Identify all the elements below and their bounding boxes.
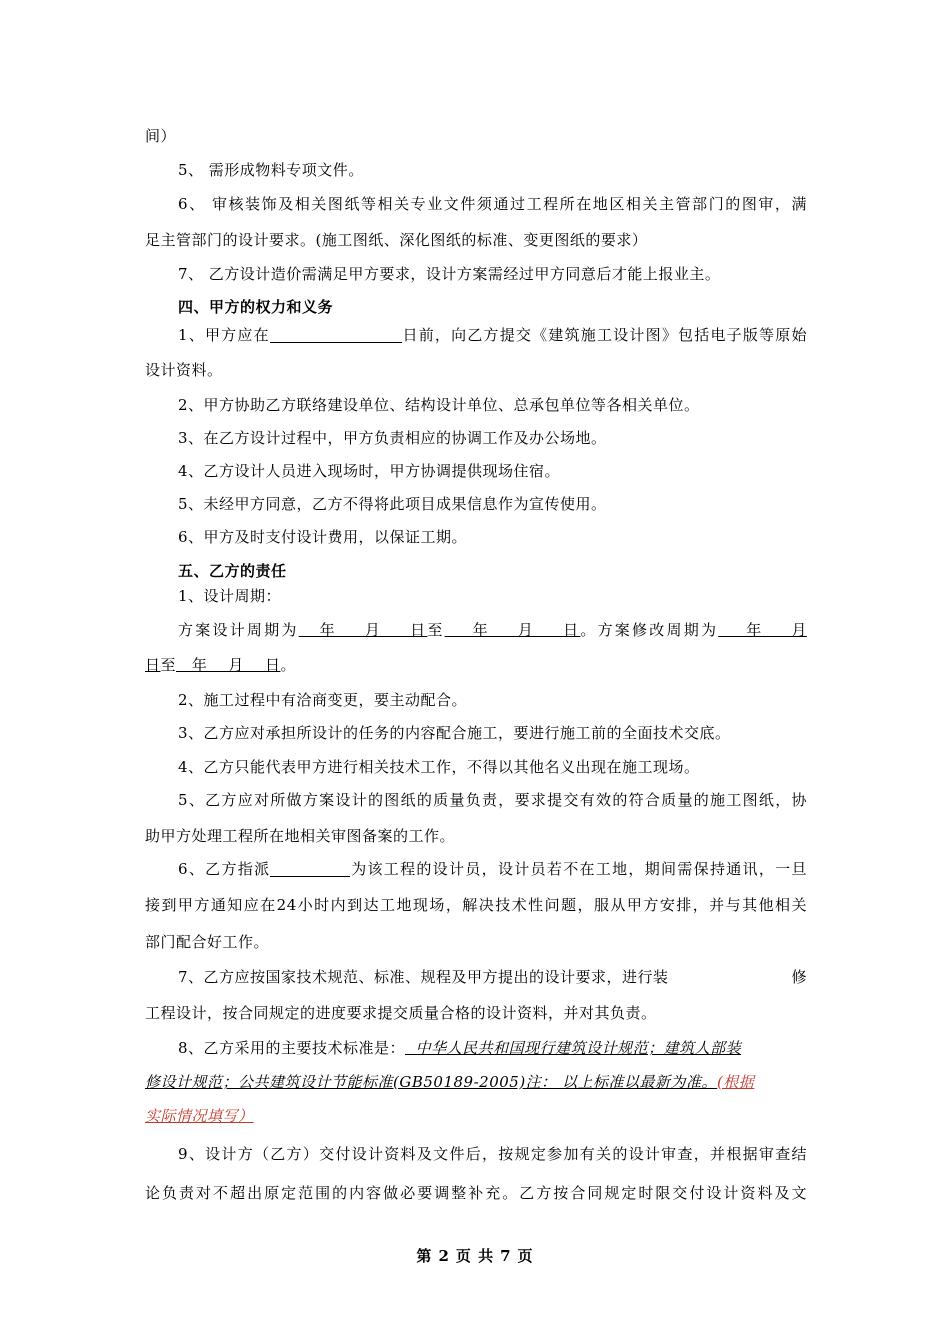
tech-standard-line	[178, 1037, 807, 1059]
text-line: 3、乙方应对承担所设计的任务的内容配合施工，要进行施工前的全面技术交底。	[178, 724, 731, 742]
page-footer	[0, 1245, 950, 1266]
text-line: 1、设计周期：	[178, 587, 282, 605]
clause-text: 至	[160, 656, 177, 674]
clause-text: 1、甲方应在	[178, 326, 270, 344]
clause-text: 为该工程的设计员，设计员若不在工地，期间需保持通讯，一旦	[350, 860, 807, 878]
section-heading-4: 四、甲方的权力和义务	[178, 298, 334, 316]
clause-text: 日前，向乙方提交《建筑施工设计图》包括电子版等原始	[401, 326, 807, 344]
text-line: 部门配合好工作。	[145, 933, 270, 951]
text-line: 助甲方处理工程所在地相关审图备案的工作。	[145, 827, 456, 845]
text-line: 足主管部门的设计要求。(施工图纸、深化图纸的标准、变更图纸的要求）	[145, 231, 648, 249]
footer-mid: 页 共	[455, 1247, 495, 1265]
text-line: 5、 需形成物料专项文件。	[178, 161, 364, 179]
text-line: 工程设计，按合同规定的进度要求提交质量合格的设计资料，并对其负责。	[145, 1004, 657, 1022]
date-blank[interactable]	[270, 326, 402, 343]
footer-suffix: 页	[517, 1247, 534, 1265]
date-field[interactable]: 年 月	[718, 621, 807, 639]
standard-field[interactable]: 中华人民共和国现行建筑设计规范；建筑人部装	[405, 1039, 742, 1057]
tech-standard-line	[145, 1105, 807, 1127]
date-field[interactable]: 年 月 日	[298, 621, 428, 639]
text-line: 6、甲方及时支付设计费用，以保证工期。	[178, 528, 468, 546]
text-line	[178, 858, 807, 880]
designer-name-blank[interactable]	[270, 860, 350, 877]
design-period-line	[178, 619, 807, 641]
clause-text: 7、乙方应按国家技术规范、标准、规程及甲方提出的设计要求，进行装	[178, 968, 669, 986]
text-line: 论负责对不超出原定范围的内容做必要调整补充。乙方按合同规定时限交付设计资料及文	[145, 1184, 807, 1202]
text-line: 2、甲方协助乙方联络建设单位、结构设计单位、总承包单位等各相关单位。	[178, 396, 700, 414]
date-field[interactable]: 年 月 日	[176, 656, 281, 674]
text-line: 6、 审核装饰及相关图纸等相关专业文件须通过工程所在地区相关主管部门的图审，满	[178, 195, 807, 213]
tech-standard-line	[145, 1071, 807, 1093]
text-line	[178, 324, 807, 346]
clause-text: 修	[791, 968, 807, 986]
clause-text: 6、乙方指派	[178, 860, 271, 878]
date-field[interactable]: 年 月 日	[444, 621, 581, 639]
clause-text: 方案设计周期为	[178, 621, 299, 639]
text-line	[178, 966, 807, 988]
text-line: 间）	[145, 127, 177, 145]
date-field[interactable]: 日	[145, 656, 161, 674]
clause-text: 。方案修改周期为	[580, 621, 719, 639]
page-total: 7	[500, 1247, 512, 1265]
text-line: 5、未经甲方同意，乙方不得将此项目成果信息作为宣传使用。	[178, 495, 607, 513]
design-period-line	[145, 654, 807, 676]
clause-text: 至	[427, 621, 445, 639]
fill-in-note: (根据	[716, 1073, 755, 1091]
clause-text: 。	[280, 656, 296, 674]
text-line: 接到甲方通知应在24小时内到达工地现场，解决技术性问题，服从甲方安排，并与其他相关	[145, 896, 807, 914]
section-heading-5: 五、乙方的责任	[178, 562, 287, 580]
text-line: 7、 乙方设计造价需满足甲方要求，设计方案需经过甲方同意后才能上报业主。	[178, 265, 721, 283]
fill-in-note: 实际情况填写）	[145, 1107, 254, 1125]
clause-text: 8、乙方采用的主要技术标准是：	[178, 1039, 406, 1057]
text-line: 5、乙方应对所做方案设计的图纸的质量负责，要求提交有效的符合质量的施工图纸，协	[178, 791, 807, 809]
standard-field[interactable]: 修设计规范；公共建筑设计节能标准(GB50189-2005)注： 以上标准以最新为准。	[145, 1073, 717, 1091]
footer-prefix: 第	[416, 1247, 433, 1265]
text-line: 3、在乙方设计过程中，甲方负责相应的协调工作及办公场地。	[178, 429, 607, 447]
text-line: 9、设计方（乙方）交付设计资料及文件后，按规定参加有关的设计审查，并根据审查结	[178, 1145, 807, 1163]
text-line: 4、乙方设计人员进入现场时，甲方协调提供现场住宿。	[178, 462, 561, 480]
text-line: 设计资料。	[145, 361, 223, 379]
text-line: 4、乙方只能代表甲方进行相关技术工作，不得以其他名义出现在施工现场。	[178, 758, 700, 776]
page-number: 2	[438, 1247, 450, 1265]
text-line: 2、施工过程中有洽商变更，要主动配合。	[178, 691, 468, 709]
